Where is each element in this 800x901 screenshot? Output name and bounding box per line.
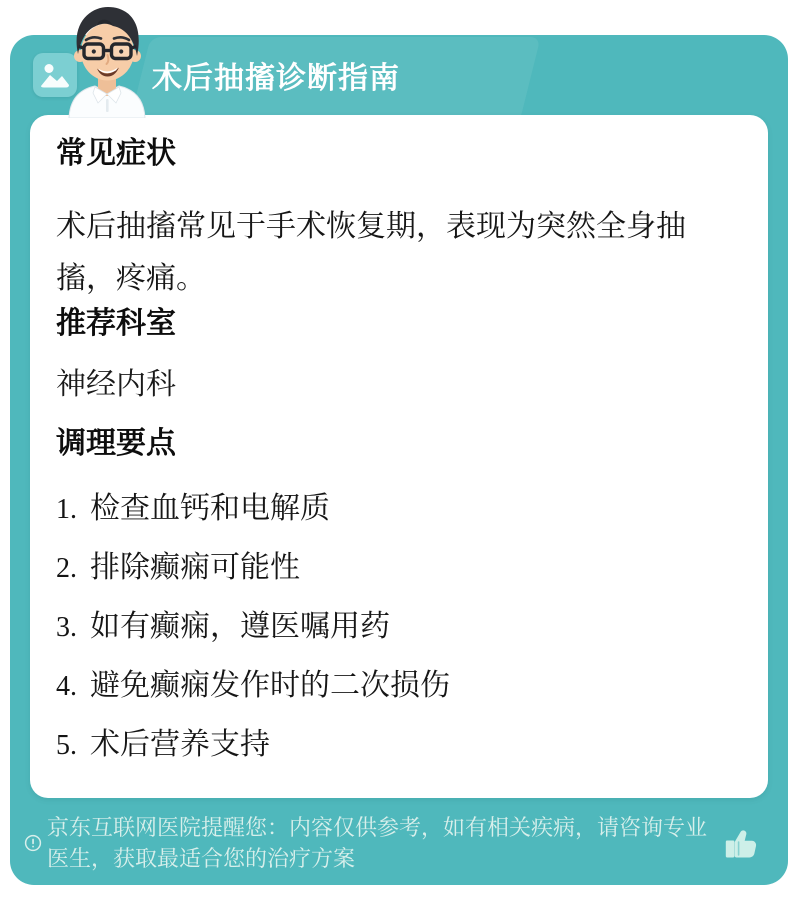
- list-number: 2.: [56, 553, 77, 584]
- list-item-text: 排除癫痫可能性: [90, 551, 300, 584]
- list-number: 4.: [56, 671, 77, 702]
- doctor-avatar: [55, 2, 160, 118]
- list-number: 5.: [56, 730, 77, 761]
- list-item: [56, 666, 742, 707]
- section-heading-care-points: 调理要点: [56, 427, 176, 460]
- teal-panel: [10, 35, 788, 885]
- thumbs-up-icon[interactable]: [723, 827, 757, 859]
- symptoms-description: 术后抽搐常见于手术恢复期，表现为突然全身抽搐，疼痛。: [56, 210, 686, 295]
- list-item-text: 术后营养支持: [90, 728, 270, 761]
- list-item: [56, 607, 742, 648]
- page-title: 术后抽搐诊断指南: [152, 62, 400, 95]
- disclaimer-footer: [24, 812, 768, 874]
- disclaimer-text: 京东互联网医院提醒您：内容仅供参考，如有相关疾病，请咨询专业医生，获取最适合您的治疗方案: [47, 815, 708, 871]
- section-heading-symptoms: 常见症状: [56, 137, 176, 170]
- list-number: 3.: [56, 612, 77, 643]
- section-heading-department: 推荐科室: [56, 307, 176, 340]
- list-item: [56, 489, 742, 530]
- list-item: [56, 548, 742, 589]
- care-points-list: [56, 489, 742, 766]
- list-item-text: 避免癫痫发作时的二次损伤: [90, 669, 450, 702]
- department-name: 神经内科: [56, 368, 176, 401]
- content-card: [30, 115, 768, 798]
- list-number: 1.: [56, 494, 77, 525]
- list-item-text: 检查血钙和电解质: [90, 492, 330, 525]
- info-circle-icon: [24, 834, 42, 852]
- list-item-text: 如有癫痫，遵医嘱用药: [90, 610, 390, 643]
- list-item: [56, 725, 742, 766]
